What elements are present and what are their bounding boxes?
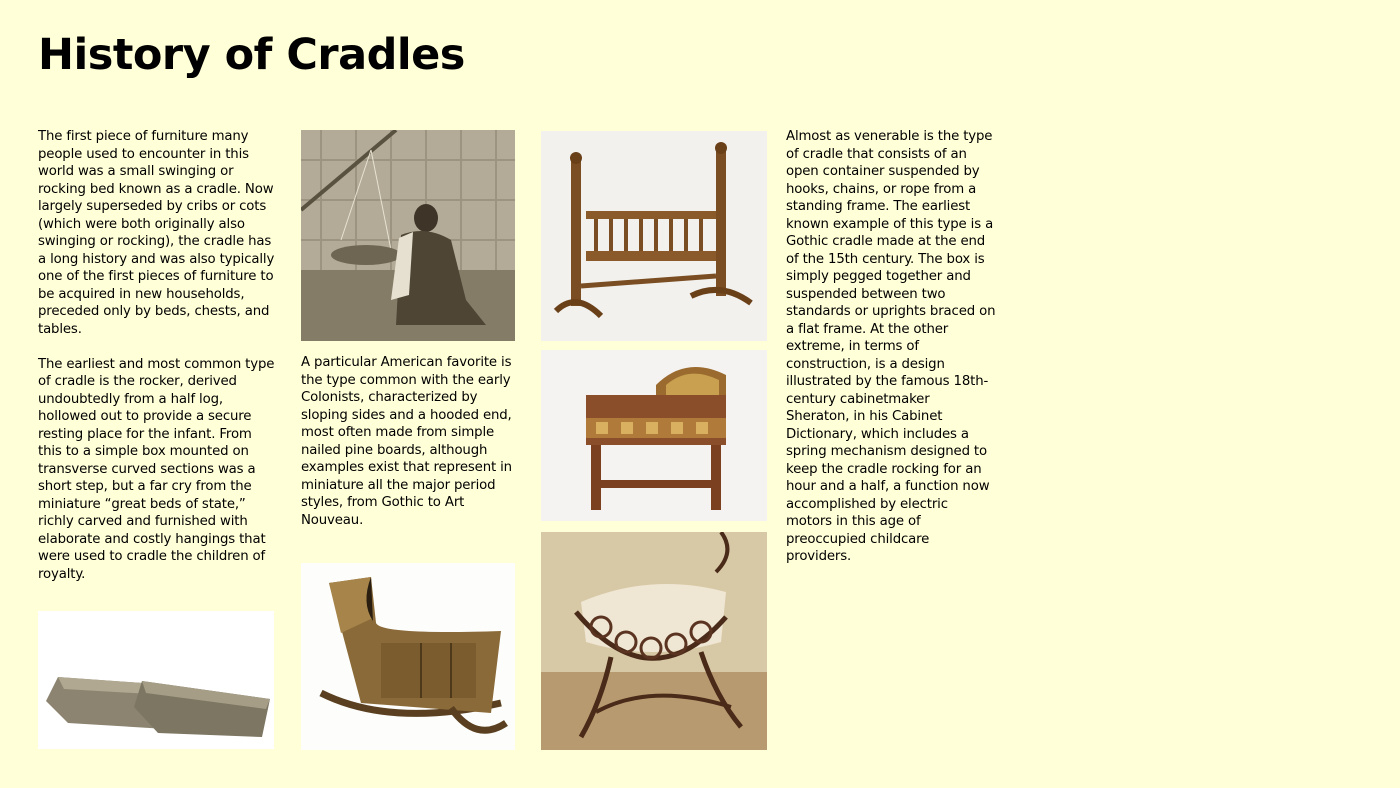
hooded-rocker-photo — [301, 563, 515, 750]
column-2-paragraph-1: A particular American favorite is the type common with the early Colonists, characterized by sloping sides and a hooded end, most often made from simple nailed pine boards, although examples exist that represent in miniature all the major period styles, from Gothic to Art Nouveau. — [301, 355, 512, 528]
column-4-paragraph-1: Almost as venerable is the type of cradle that consists of an open container suspended by hooks, chains, or rope from a standing frame. The earliest known example of this type is a Gothic cradle made at the end of the 15th century. The box is simply pegged together and suspended between two standards or uprights braced on a flat frame. At the other extreme, in terms of construction, is a design illustrated by the famous 18th-century cabinetmaker Sheraton, in his Cabinet Dictionary, which includes a spring mechanism designed to keep the cradle rocking for an hour and a half, a function now accomplished by electric motors in this age of preoccupied childcare providers. — [786, 129, 996, 564]
column-2-text — [301, 354, 519, 547]
column-1-paragraph-1: The first piece of furniture many people used to encounter in this world was a small swinging or rocking bed known as a cradle. Now largely superseded by cribs or cots (which were both originally also swinging or rocking), the cradle has a long history and was also typically one of the first pieces of furniture to be acquired in new households, preceded only by beds, chests, and tables. — [38, 129, 275, 337]
column-4-text — [786, 128, 996, 583]
log-cradles-photo — [38, 611, 274, 749]
standing-cradle-photo — [541, 131, 767, 341]
page-title: History of Cradles — [38, 30, 465, 80]
column-1-paragraph-2: The earliest and most common type of cradle is the rocker, derived undoubtedly from a half log, hollowed out to provide a secure resting place for the infant. From this to a simple box mounted on transverse curved sections was a short step, but a far cry from the miniature “great beds of state,” richly carved and furnished with elaborate and costly hangings that were used to cradle the children of royalty. — [38, 356, 275, 582]
hanging-cradle-photo — [301, 130, 515, 341]
bentwood-cradle-photo — [541, 532, 767, 750]
gothic-cradle-photo — [541, 350, 767, 521]
column-1-text — [38, 128, 278, 601]
